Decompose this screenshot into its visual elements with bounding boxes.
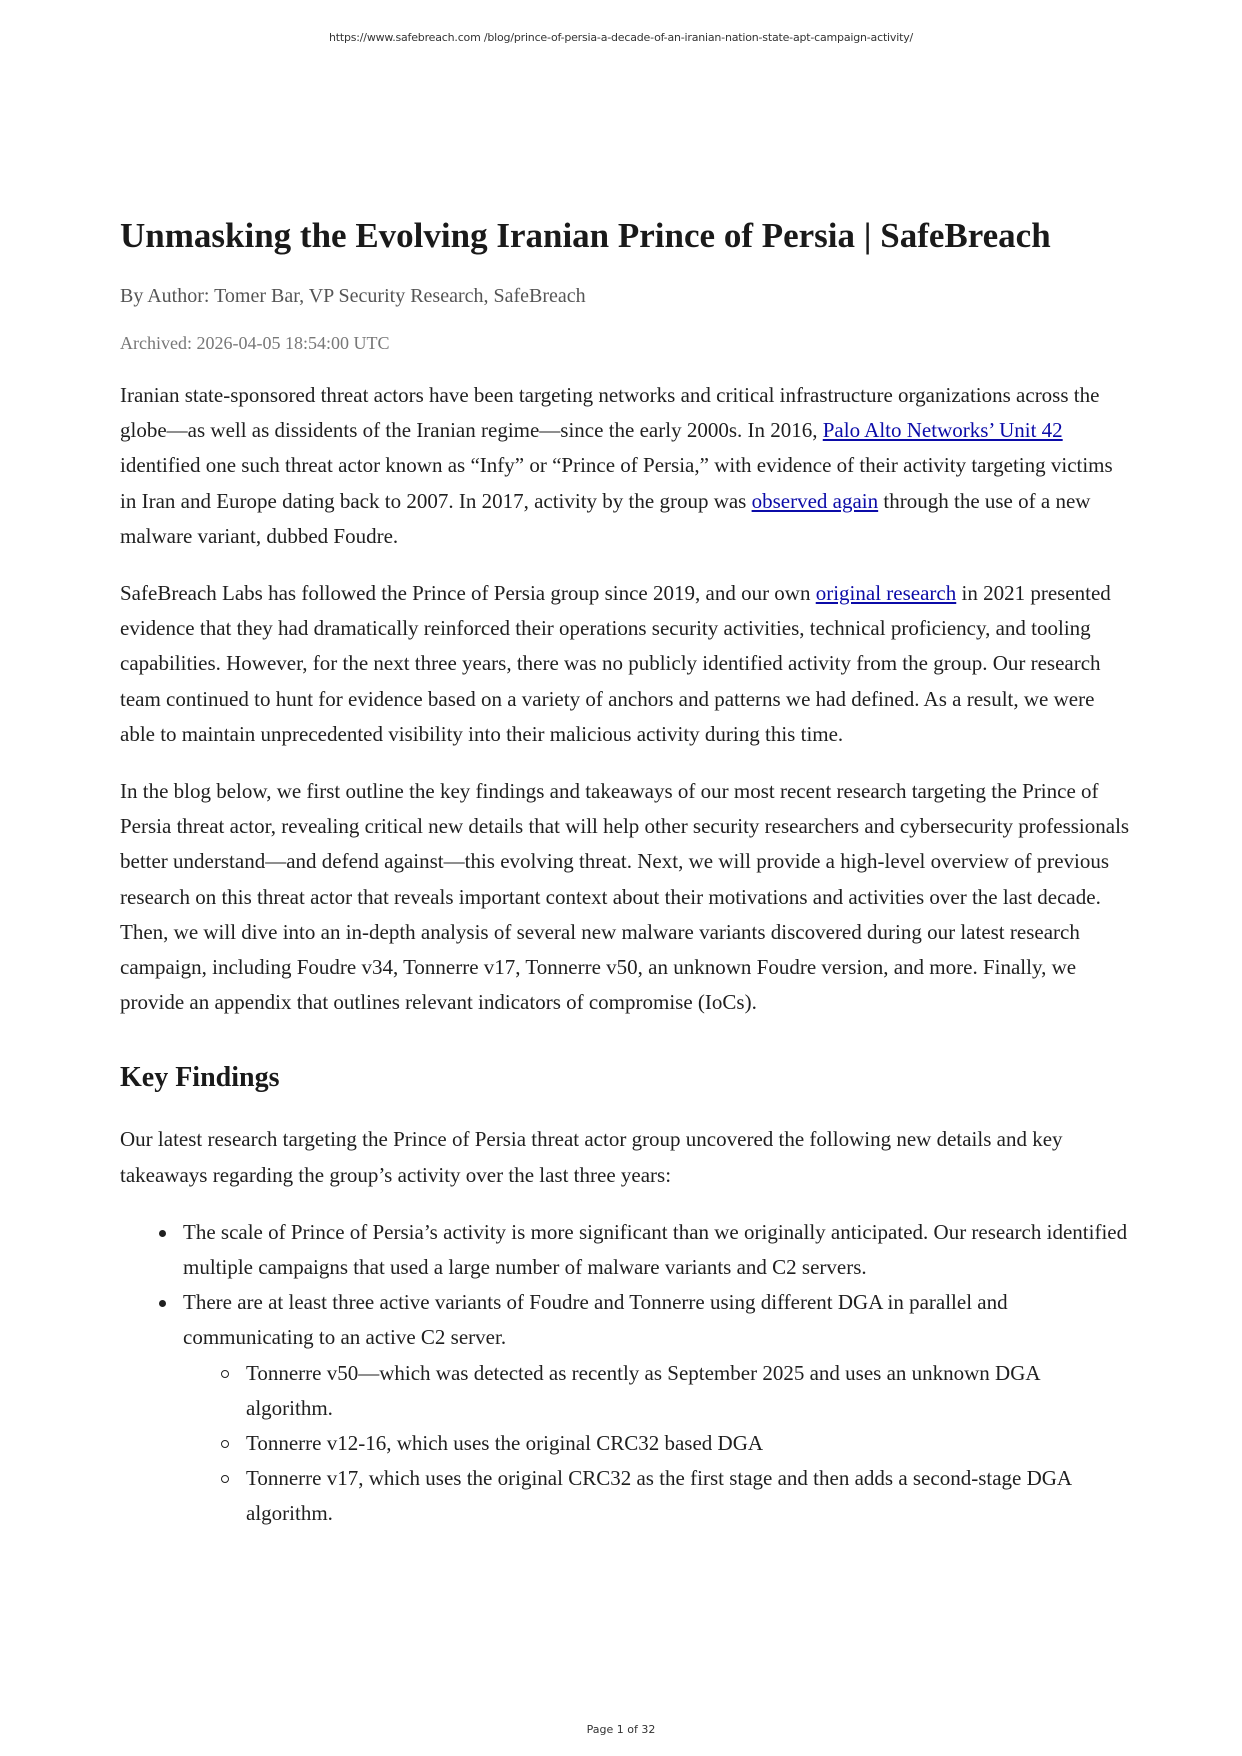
archived-timestamp: Archived: 2026-04-05 18:54:00 UTC bbox=[120, 333, 390, 353]
observed-again-link[interactable]: observed again bbox=[751, 488, 879, 513]
page-number: Page 1 of 32 bbox=[586, 1723, 656, 1736]
article-title: Unmasking the Evolving Iranian Prince of Persia | SafeBreach bbox=[120, 216, 1051, 255]
list-item-text: Tonnerre v17, which uses the original CRC32 as the first stage and then adds a second-stage DGA algorithm. bbox=[246, 1466, 1071, 1526]
palo-alto-unit42-link[interactable]: Palo Alto Networks’ Unit 42 bbox=[822, 418, 1063, 443]
list-item bbox=[246, 1426, 1130, 1461]
bullet-circle-icon bbox=[221, 1440, 229, 1448]
bullet-disc-icon bbox=[159, 1230, 166, 1237]
list-item bbox=[183, 1285, 1130, 1531]
list-item-text: There are at least three active variants of Foudre and Tonnerre using different DGA in parallel and communicating to an active C2 server. bbox=[183, 1290, 1008, 1350]
text-span: SafeBreach Labs has followed the Prince of Persia group since 2019, and our own bbox=[120, 581, 816, 606]
list-item bbox=[246, 1461, 1130, 1531]
findings-list bbox=[120, 1215, 1130, 1532]
sub-findings-list bbox=[183, 1356, 1130, 1532]
blog-outline-paragraph: In the blog below, we first outline the key findings and takeaways of our most recent research targeting the Prince of Persia threat actor, revealing critical new details that will help other security researchers and cybersecurity professionals better understand—and defend against—this evolving threat. Next, we will provide a high-level overview of previous research on this threat actor that reveals important context about their motivations and activities over the last decade. Then, we will dive into an in-depth analysis of several new malware variants discovered during our latest research campaign, including Foudre v34, Tonnerre v17, Tonnerre v50, an unknown Foudre version, and more. Finally, we provide an appendix that outlines relevant indicators of compromise (IoCs). bbox=[120, 779, 1130, 1015]
list-item bbox=[246, 1356, 1130, 1426]
original-research-link[interactable]: original research bbox=[815, 581, 957, 606]
text-span: through the use of a new malware variant, dubbed Foudre. bbox=[120, 488, 1091, 548]
key-findings-intro: Our latest research targeting the Prince of Persia threat actor group uncovered the following new details and key takeaways regarding the group’s activity over the last three years: bbox=[120, 1127, 1063, 1187]
list-item-text: Tonnerre v12-16, which uses the original CRC32 based DGA bbox=[246, 1431, 764, 1456]
text-span: identified one such threat actor known as “Infy” or “Prince of Persia,” with evidence of their activity targeting victims in Iran and Europe dating back to 2007. In 2017, activity by the group was bbox=[120, 453, 1113, 513]
author-byline: By Author: Tomer Bar, VP Security Research, SafeBreach bbox=[120, 285, 586, 307]
key-findings-heading: Key Findings bbox=[120, 1062, 280, 1094]
page-url-header: https://www.safebreach.com /blog/prince-of-persia-a-decade-of-an-iranian-nation-state-apt-campaign-activity/ bbox=[328, 31, 914, 44]
list-item-text: The scale of Prince of Persia’s activity is more significant than we originally anticipated. Our research identified multiple campaigns that used a large number of malware variants and C2 servers. bbox=[183, 1219, 1128, 1280]
article bbox=[120, 212, 1130, 1532]
text-span: Iranian state-sponsored threat actors have been targeting networks and critical infrastructure organizations across the globe—as well as dissidents of the Iranian regime—since the early 2000s. In 2016, bbox=[120, 383, 1100, 443]
bullet-circle-icon bbox=[221, 1475, 229, 1483]
text-span: in 2021 presented evidence that they had dramatically reinforced their operations security activities, technical proficiency, and tooling capabilities. However, for the next three years, there was no publicly identified activity from the group. Our research team continued to hunt for evidence based on a variety of anchors and patterns we had defined. As a result, we were able to maintain unprecedented visibility into their malicious activity during this time. bbox=[120, 581, 1111, 746]
bullet-disc-icon bbox=[159, 1300, 166, 1307]
bullet-circle-icon bbox=[221, 1370, 229, 1378]
intro-paragraph bbox=[120, 378, 1130, 554]
safebreach-history-paragraph bbox=[120, 576, 1130, 752]
list-item-text: Tonnerre v50—which was detected as recently as September 2025 and uses an unknown DGA algorithm. bbox=[246, 1360, 1040, 1420]
list-item bbox=[183, 1215, 1130, 1285]
